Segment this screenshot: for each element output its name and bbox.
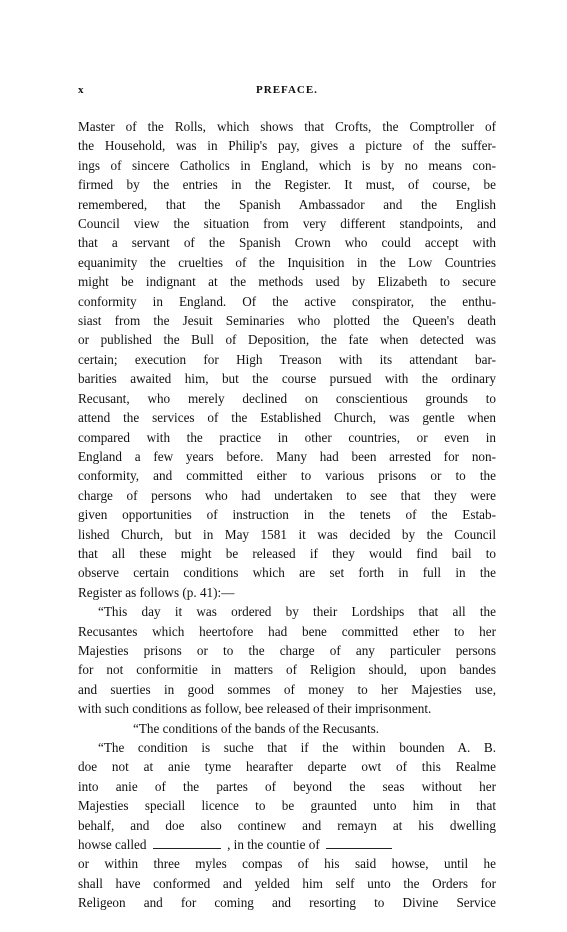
body-text	[78, 117, 496, 913]
text-line: barities awaited him, but the course pursued with the ordinary	[78, 371, 496, 387]
text-line: conformity in England. Of the active conspirator, the enthu-	[78, 293, 496, 309]
paragraph-order	[78, 602, 496, 718]
blank-field	[153, 838, 221, 849]
text-line: and suerties in good sommes of money to her Majesties use,	[78, 681, 496, 697]
paragraph-condition	[78, 738, 496, 913]
text-line: given opportunities of instruction in the tenets of the Estab-	[78, 507, 496, 523]
text-line: doe not at anie tyme hearafter departe owt of this Realme	[78, 759, 496, 775]
text-line: conformity, and committed either to various prisons or to the	[78, 468, 496, 484]
text-line: that all these might be released if they would find bail to	[78, 545, 496, 561]
page-header	[78, 84, 496, 100]
form-text: , in the countie of	[227, 837, 320, 853]
text-line: Recusantes which heertofore had bene committed ether to her	[78, 623, 496, 639]
text-line: firmed by the entries in the Register. It must, of course, be	[78, 177, 496, 193]
text-line: that a servant of the Spanish Crown who could accept with	[78, 235, 496, 251]
text-line: behalf, and doe also continew and remayn at his dwelling	[78, 817, 496, 833]
text-line: attend the services of the Established Church, was gentle when	[78, 410, 496, 426]
text-line: remembered, that the Spanish Ambassador and the English	[78, 196, 496, 212]
paragraph-preface	[78, 117, 496, 602]
text-line: or within three myles compas of his said howse, until he	[78, 856, 496, 872]
text-line: lished Church, but in May 1581 it was decided by the Council	[78, 526, 496, 542]
text-line: with such conditions as follow, bee released of their imprisonment.	[78, 701, 432, 717]
text-line: compared with the practice in other countries, or even in	[78, 429, 496, 445]
text-line: observe certain conditions which are set forth in full in the	[78, 565, 496, 581]
text-line: Religeon and for coming and resorting to Divine Service	[78, 895, 496, 911]
text-line: shall have conformed and yelded him self unto the Orders for	[78, 875, 496, 891]
blank-form-line	[78, 835, 496, 854]
running-title: PREFACE.	[256, 84, 318, 96]
text-line: “The condition is suche that if the within bounden A. B.	[98, 740, 496, 755]
section-heading: “The conditions of the bands of the Recusants.	[133, 720, 380, 736]
form-text: howse called	[78, 837, 147, 853]
text-line: for not conformitie in matters of Religion should, upon bandes	[78, 662, 496, 678]
page-number: x	[78, 84, 84, 96]
text-line: Recusant, who merely declined on conscientious grounds to	[78, 390, 496, 406]
text-line: equanimity the cruelties of the Inquisition in the Low Countries	[78, 254, 496, 270]
text-line: charge of persons who had undertaken to see that they were	[78, 487, 496, 503]
text-line: Majesties prisons or to the charge of any particuler persons	[78, 642, 496, 658]
text-line: siast from the Jesuit Seminaries who plotted the Queen's death	[78, 313, 496, 329]
paragraph-conditions-heading	[78, 719, 496, 738]
text-line: Master of the Rolls, which shows that Crofts, the Comptroller of	[78, 119, 496, 134]
text-line: Register as follows (p. 41):—	[78, 584, 235, 600]
text-line: Majesties speciall licence to be graunted unto him in that	[78, 798, 496, 814]
text-line: Council view the situation from very different standpoints, and	[78, 216, 496, 232]
text-line: “This day it was ordered by their Lordships that all the	[98, 604, 496, 620]
text-line: the Household, was in Philip's pay, gives a picture of the suffer-	[78, 138, 496, 154]
text-line: into anie of the partes of beyond the seas without her	[78, 778, 496, 794]
text-line: ings of sincere Catholics in England, which is by no means con-	[78, 157, 496, 173]
text-line: might be indignant at the methods used by Elizabeth to secure	[78, 274, 496, 290]
text-line: England a few years before. Many had been arrested for non-	[78, 448, 496, 464]
text-line: certain; execution for High Treason with its attendant bar-	[78, 351, 496, 367]
blank-field	[326, 838, 392, 849]
text-line: or published the Bull of Deposition, the fate when detected was	[78, 332, 496, 348]
